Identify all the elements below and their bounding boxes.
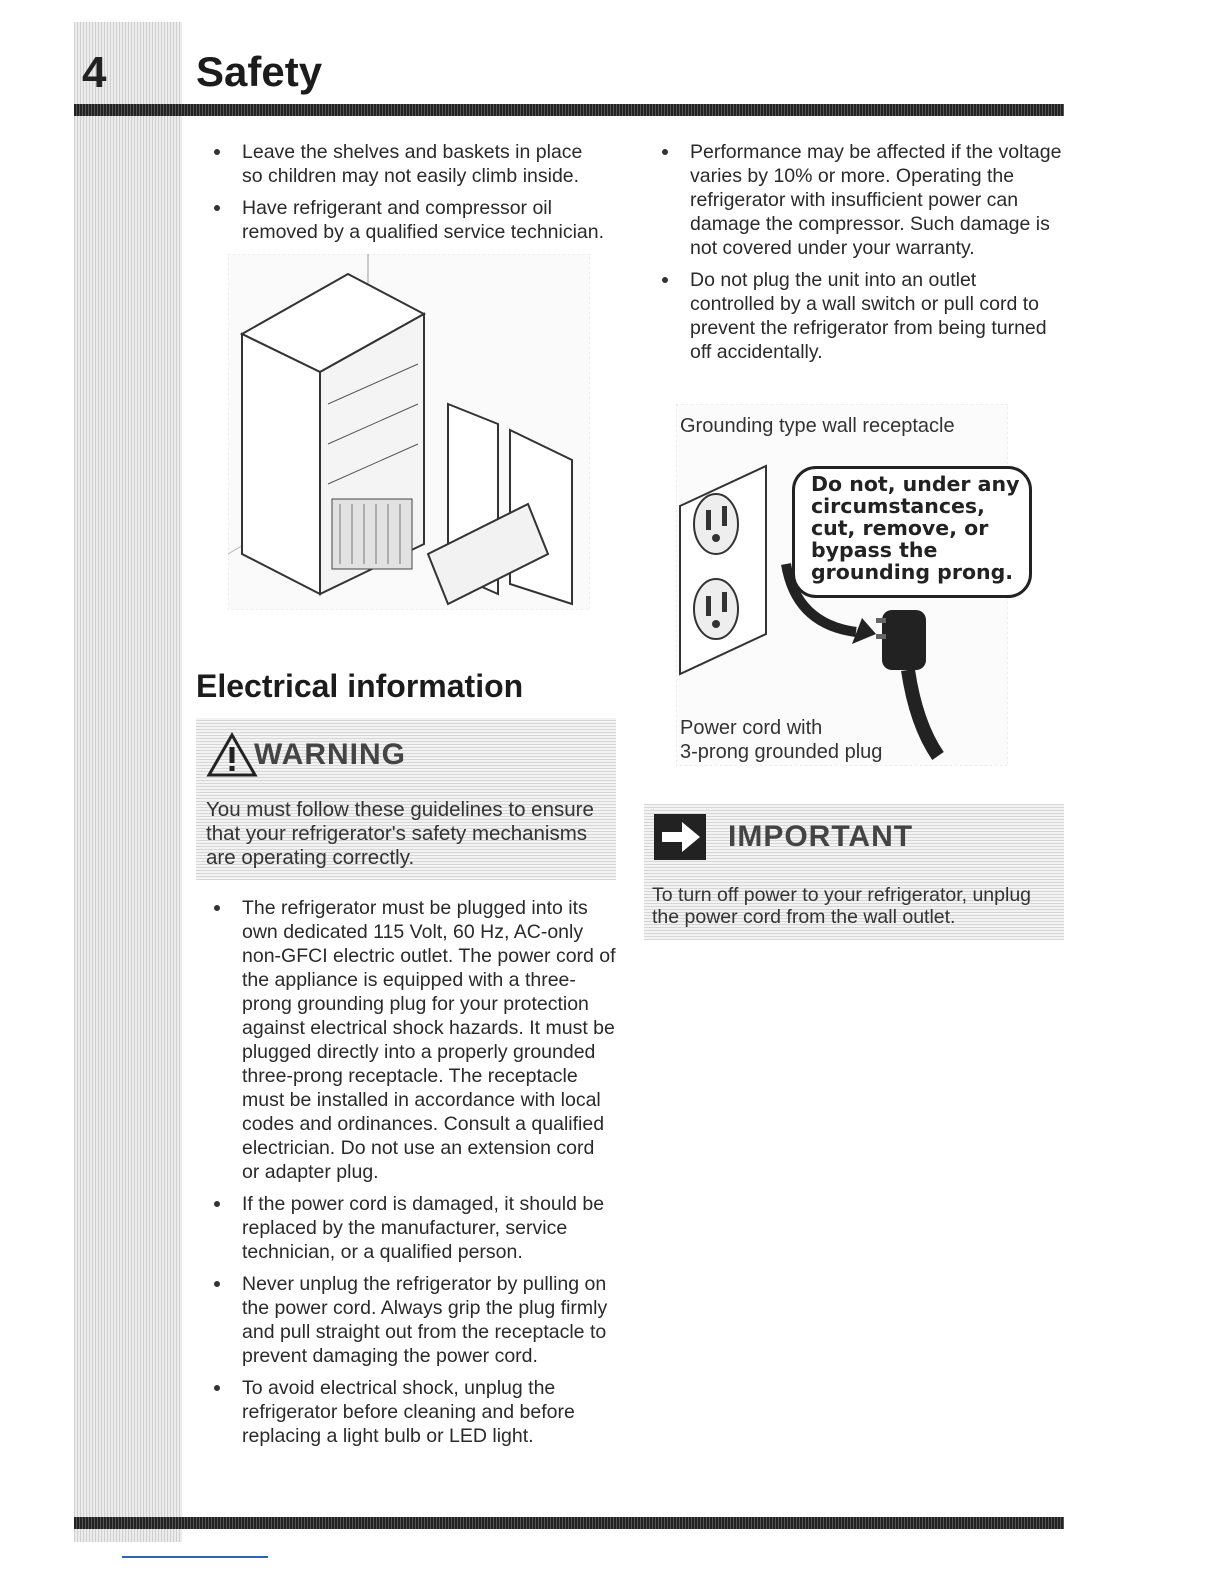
warning-box: [196, 718, 616, 880]
bullet-item: Have refrigerant and compressor oil removed by a qualified service technician.: [206, 196, 606, 244]
bullet-item: Never unplug the refrigerator by pulling on the power cord. Always grip the plug firmly and pull straight out from the receptacle to prevent damaging the power cord.: [206, 1272, 616, 1368]
right-top-bullets: [654, 140, 1066, 372]
bullet-item: The refrigerator must be plugged into its own dedicated 115 Volt, 60 Hz, AC-only non-GFCI electric outlet. The power cord of the appliance is equipped with a three-prong grounding plug for your protection against electrical shock hazards. It must be plugged directly into a properly grounded three-prong receptacle. The receptacle must be installed in accordance with local codes and ordinances. Consult a qualified electrician. Do not use an extension cord or adapter plug.: [206, 896, 616, 1184]
warning-text: You must follow these guidelines to ensure that your refrigerator's safety mechanisms are operating correctly.: [206, 798, 594, 869]
warning-triangle-icon: [206, 732, 258, 778]
left-bottom-bullets: [206, 896, 616, 1456]
power-cord-label: Power cord with: [680, 717, 823, 739]
bullet-item: Performance may be affected if the voltage varies by 10% or more. Operating the refrigerator with insufficient power can damage the compressor. Such damage is not covered under your warranty.: [654, 140, 1066, 260]
footer-rule: [74, 1517, 1064, 1529]
bullet-item: Leave the shelves and baskets in place so children may not easily climb inside.: [206, 140, 606, 188]
footer-accent-line: [122, 1556, 268, 1558]
page-title: Safety: [196, 48, 323, 95]
receptacle-label: Grounding type wall receptacle: [680, 415, 955, 437]
power-cord-label-line2: 3-prong grounded plug: [680, 741, 883, 763]
important-box: [644, 804, 1064, 940]
important-title: IMPORTANT: [728, 820, 914, 853]
callout-text: Do not, under any circumstances, cut, remove, or bypass the grounding prong.: [811, 472, 1020, 584]
arrow-right-icon: [654, 814, 706, 860]
section-heading: Electrical information: [196, 668, 524, 704]
bullet-item: To avoid electrical shock, unplug the refrigerator before cleaning and before replacing a light bulb or LED light.: [206, 1376, 616, 1448]
refrigerator-illustration: [228, 254, 590, 610]
bullet-item: If the power cord is damaged, it should be replaced by the manufacturer, service technician, or a qualified person.: [206, 1192, 616, 1264]
left-top-bullets: [206, 140, 606, 252]
header-rule: [74, 104, 1064, 116]
grounding-callout: [792, 466, 1032, 598]
page-number: 4: [82, 48, 107, 97]
page-sidebar-strip: [74, 22, 182, 1542]
important-text: To turn off power to your refrigerator, unplug the power cord from the wall outlet.: [652, 884, 1032, 928]
warning-title: WARNING: [254, 738, 406, 771]
bullet-item: Do not plug the unit into an outlet controlled by a wall switch or pull cord to prevent the refrigerator from being turned off accidentally.: [654, 268, 1066, 364]
